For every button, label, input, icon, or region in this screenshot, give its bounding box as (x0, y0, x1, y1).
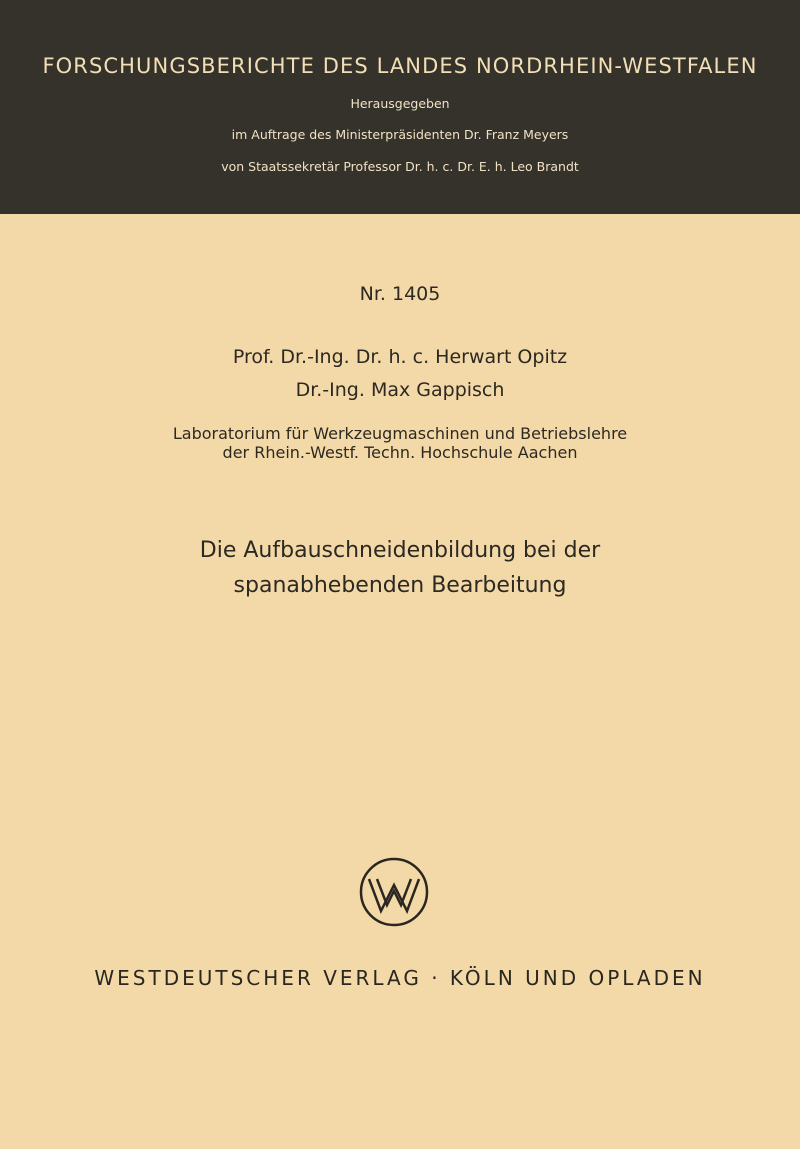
author-name: Dr.-Ing. Max Gappisch (295, 379, 505, 401)
report-number: Nr. 1405 (359, 283, 441, 305)
report-title-line: spanabhebenden Bearbeitung (233, 573, 567, 598)
series-title: FORSCHUNGSBERICHTE DES LANDES NORDRHEIN-WESTFALEN (42, 54, 758, 78)
publisher-logo-icon (357, 855, 431, 929)
series-header-band (0, 0, 800, 214)
report-title-line: Die Aufbauschneidenbildung bei der (199, 538, 601, 563)
author-name: Prof. Dr.-Ing. Dr. h. c. Herwart Opitz (232, 346, 568, 368)
commission-line: im Auftrage des Ministerpräsidenten Dr. Franz Meyers (231, 127, 569, 142)
editor-line: Herausgegeben (350, 96, 450, 111)
secretary-line: von Staatssekretär Professor Dr. h. c. Dr. E. h. Leo Brandt (221, 159, 579, 174)
institution-line: Laboratorium für Werkzeugmaschinen und Betriebslehre (172, 424, 628, 443)
publisher-line: WESTDEUTSCHER VERLAG · KÖLN UND OPLADEN (94, 966, 706, 990)
institution-line: der Rhein.-Westf. Techn. Hochschule Aachen (222, 443, 578, 462)
